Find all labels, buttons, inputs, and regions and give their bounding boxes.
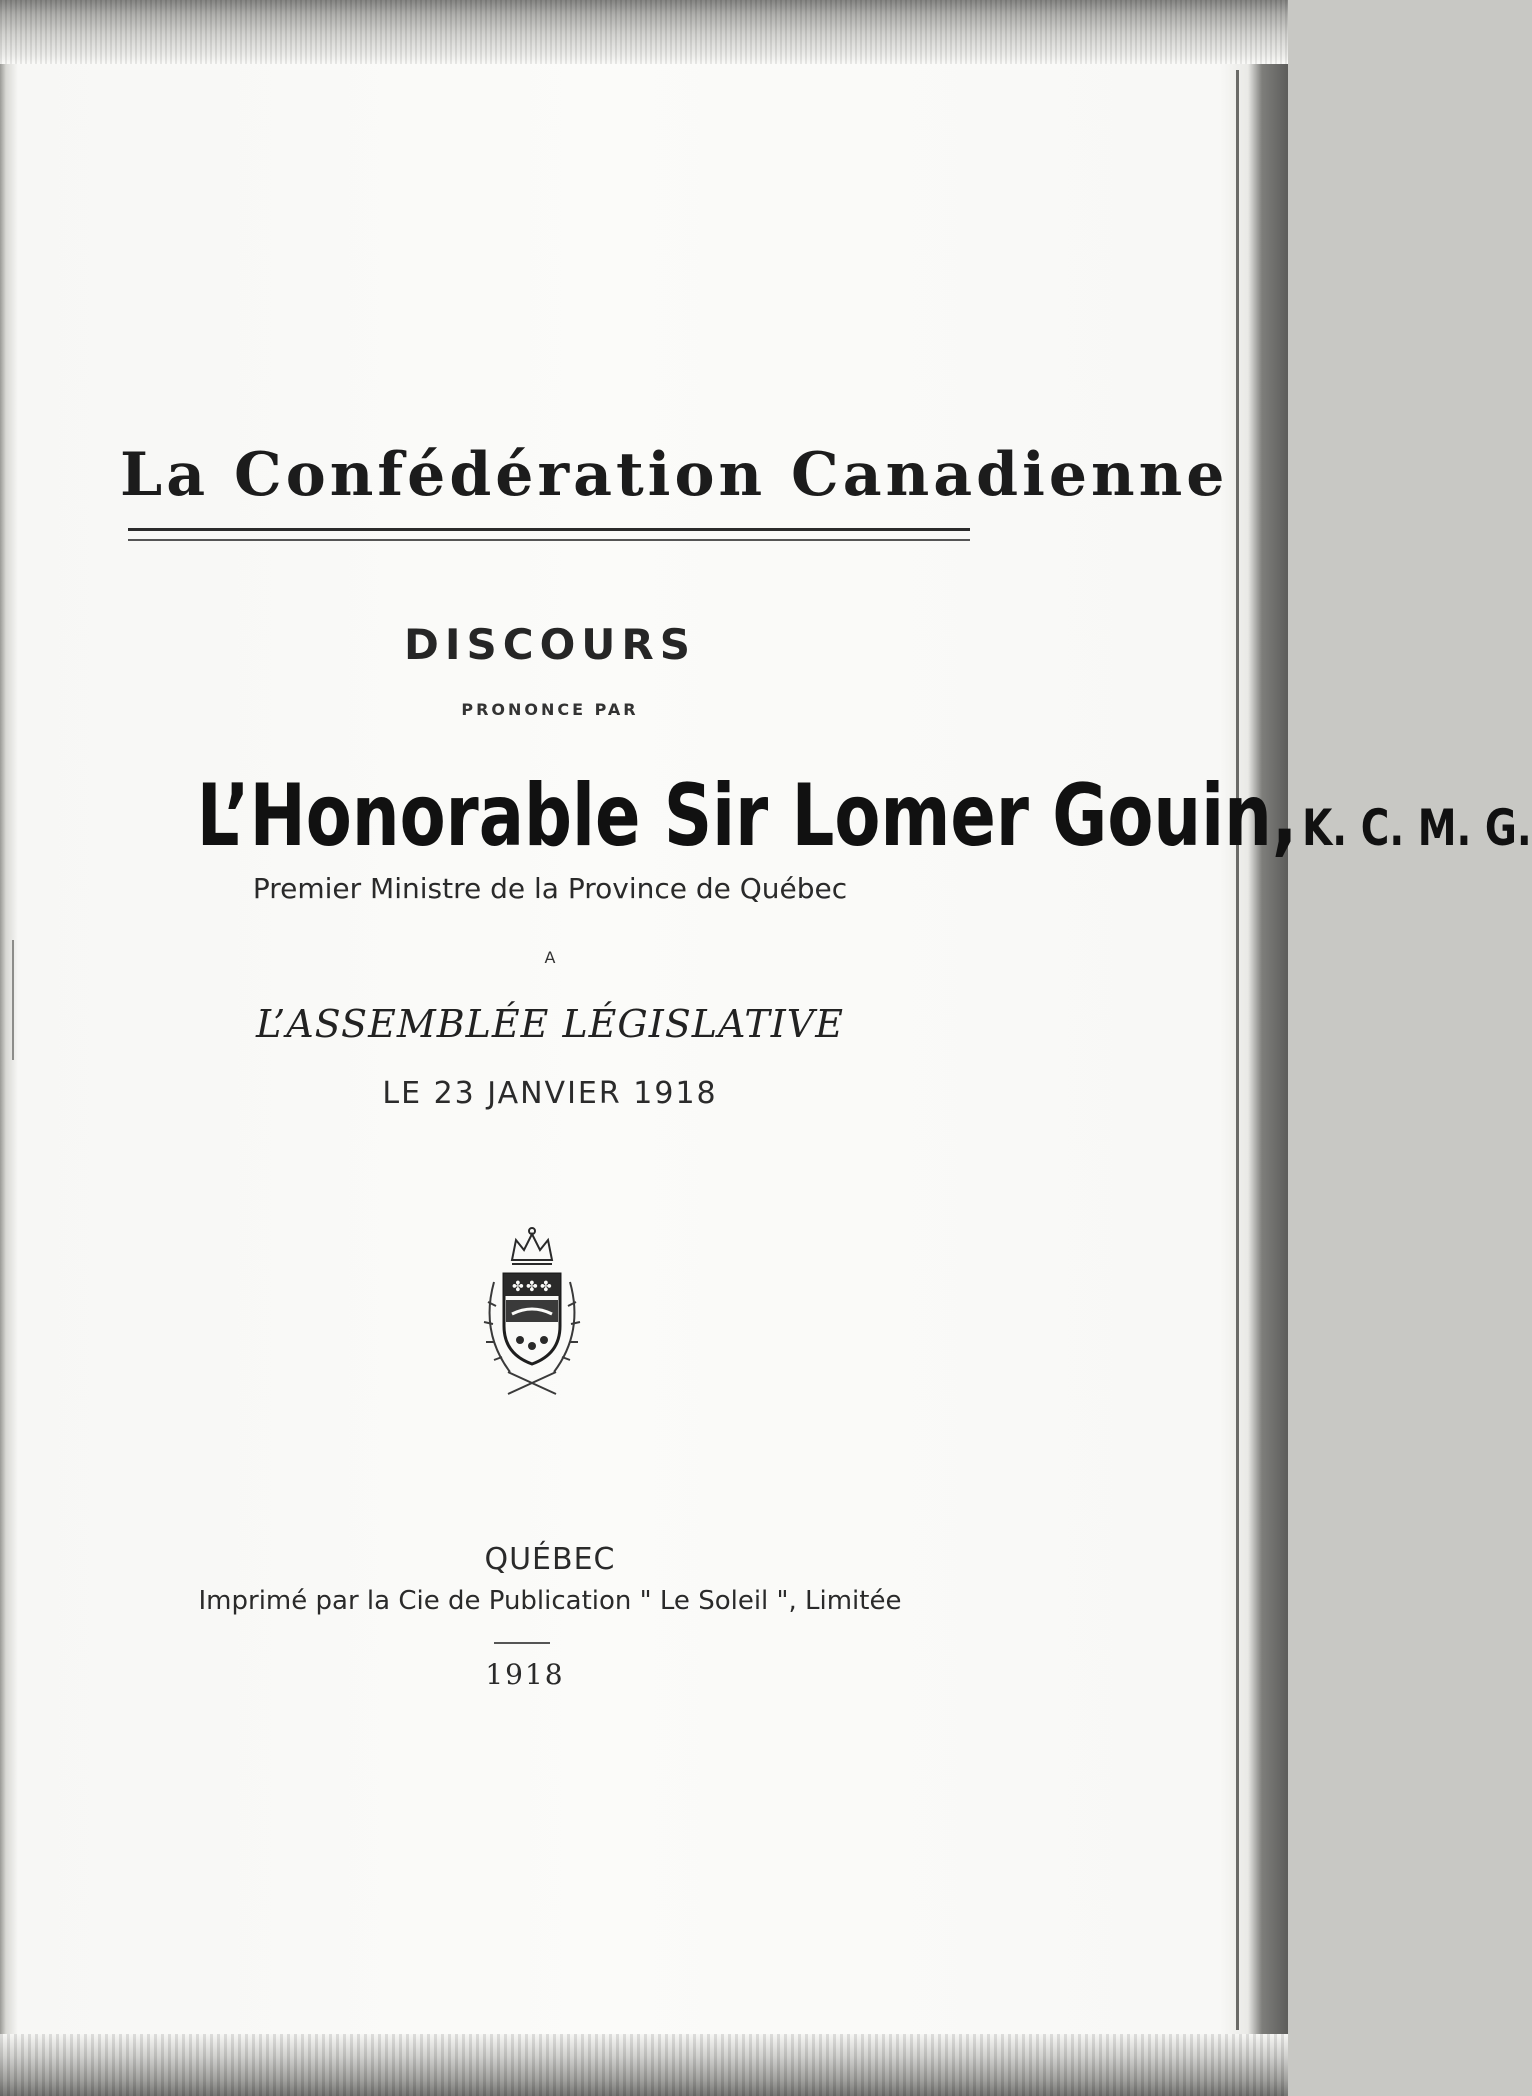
- imprint-rule: [494, 1642, 550, 1644]
- imprint-city: QUÉBEC: [484, 1542, 616, 1577]
- speaker-name-line: [196, 766, 1532, 866]
- discours-heading: DISCOURS: [404, 620, 696, 669]
- speaker-honours: K. C. M. G.: [1302, 799, 1532, 857]
- imprint-year: 1918: [485, 1658, 565, 1691]
- quebec-coat-of-arms-icon: [472, 1222, 592, 1412]
- venue-title: L’ASSEMBLÉE LÉGISLATIVE: [256, 1002, 844, 1046]
- title-double-rule: [128, 528, 970, 541]
- speech-date: LE 23 JANVIER 1918: [382, 1076, 718, 1111]
- speaker-name: L’Honorable Sir Lomer Gouin,: [196, 766, 1298, 866]
- prononce-par-label: PRONONCE PAR: [461, 700, 639, 719]
- preposition-a: A: [544, 948, 556, 967]
- svg-text:✤: ✤: [540, 1279, 552, 1295]
- speaker-office: Premier Ministre de la Province de Québec: [252, 872, 848, 905]
- svg-text:✤: ✤: [526, 1279, 538, 1295]
- book-title: La Confédération Canadienne: [120, 440, 1229, 510]
- svg-text:✤: ✤: [512, 1279, 524, 1295]
- imprint-printer: Imprimé par la Cie de Publication " Le Soleil ", Limitée: [198, 1586, 902, 1616]
